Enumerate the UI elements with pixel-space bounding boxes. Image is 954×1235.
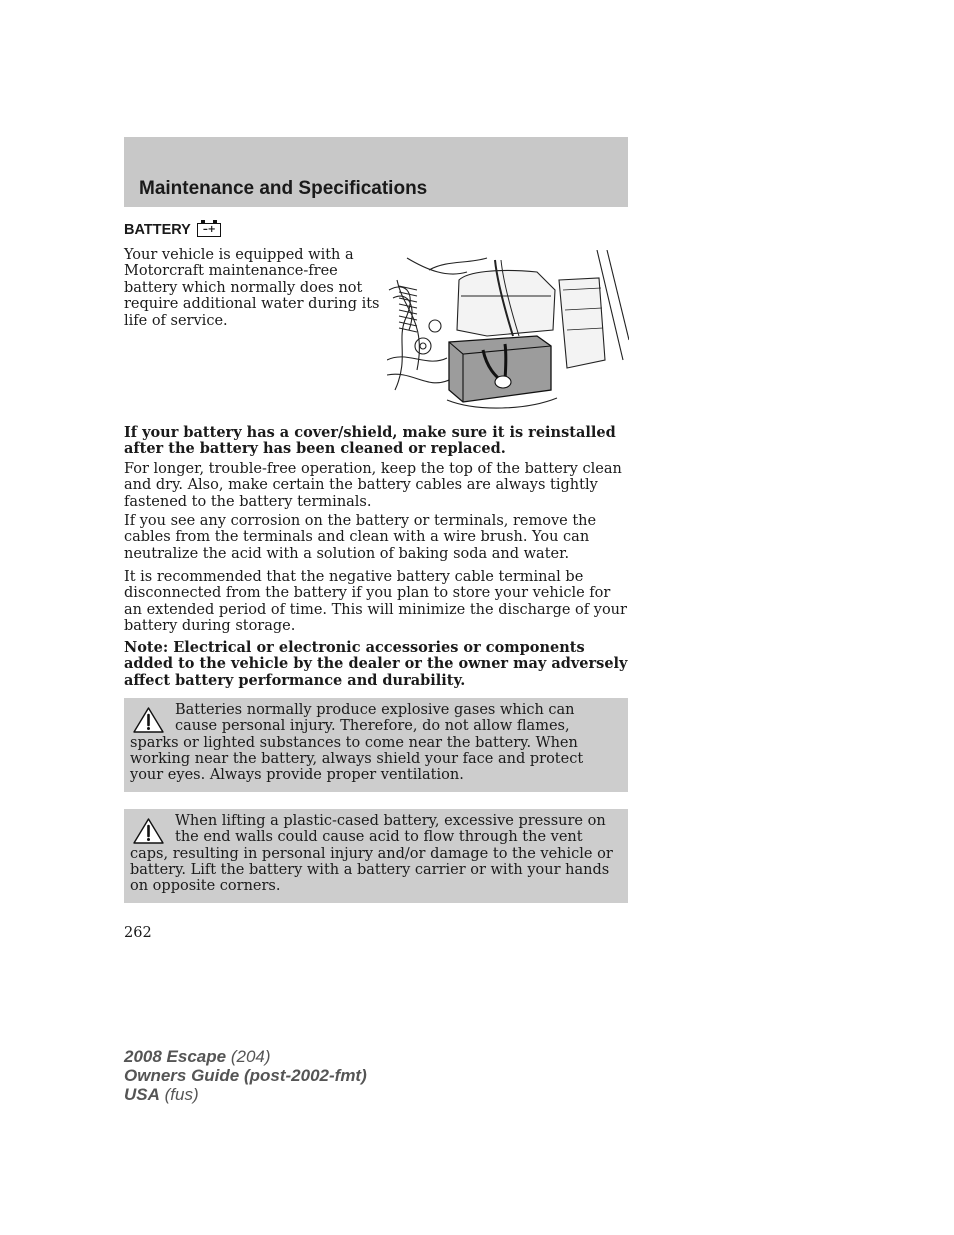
footer-line-guide <box>124 1066 367 1085</box>
warning-triangle-icon <box>132 706 165 734</box>
warning-box-explosive-gases <box>124 698 628 792</box>
maintenance-paragraph: For longer, trouble-free operation, keep the top of the battery clean and dry. Also, make certain the battery cables are always tightly fastened to the battery terminals. <box>124 461 622 510</box>
battery-heading <box>124 222 221 238</box>
warning-text-lifting-battery: When lifting a plastic-cased battery, excessive pressure on the end walls could cause acid to flow through the vent caps, resulting in personal injury and/or damage to the vehicle or battery. Lift the battery with a battery carrier or with your hands on opposite corners. <box>130 813 613 895</box>
storage-paragraph: It is recommended that the negative battery cable terminal be disconnected from the battery if you plan to store your vehicle for an extended period of time. This will minimize the discharge of your battery during storage. <box>124 569 627 634</box>
battery-intro-text: Your vehicle is equipped with a Motorcraft maintenance-free battery which normally does not require additional water during its life of service. <box>124 247 380 329</box>
footer-model-code: (204) <box>230 1047 271 1066</box>
footer-line-market <box>124 1085 367 1104</box>
engine-compartment-illustration <box>387 250 629 412</box>
footer-line-model <box>124 1047 367 1066</box>
document-footer <box>124 1047 367 1104</box>
battery-icon: – + <box>197 223 221 237</box>
accessories-note: Note: Electrical or electronic accessories or components added to the vehicle by the dealer or the owner may adversely affect battery performance and durability. <box>124 639 628 689</box>
warning-text-explosive-gases: Batteries normally produce explosive gases which can cause personal injury. Therefore, do not allow flames, sparks or lighted substances to come near the battery. When working near the battery, always shield your face and protect your eyes. Always provide proper ventilation. <box>130 702 584 784</box>
page-number: 262 <box>124 925 152 941</box>
corrosion-paragraph: If you see any corrosion on the battery or terminals, remove the cables from the terminals and clean with a wire brush. You can neutralize the acid with a solution of baking soda and water. <box>124 513 597 562</box>
footer-model: 2008 Escape <box>124 1047 227 1066</box>
section-title: Maintenance and Specifications <box>139 178 428 199</box>
footer-market: USA <box>124 1085 160 1104</box>
footer-market-code: (fus) <box>164 1085 199 1104</box>
warning-box-lifting-battery <box>124 809 628 903</box>
battery-heading-text: BATTERY <box>124 222 191 238</box>
warning-triangle-icon <box>132 817 165 845</box>
footer-guide: Owners Guide (post-2002-fmt) <box>124 1066 367 1085</box>
cover-shield-notice: If your battery has a cover/shield, make sure it is reinstalled after the battery has been cleaned or replaced. <box>124 424 616 458</box>
